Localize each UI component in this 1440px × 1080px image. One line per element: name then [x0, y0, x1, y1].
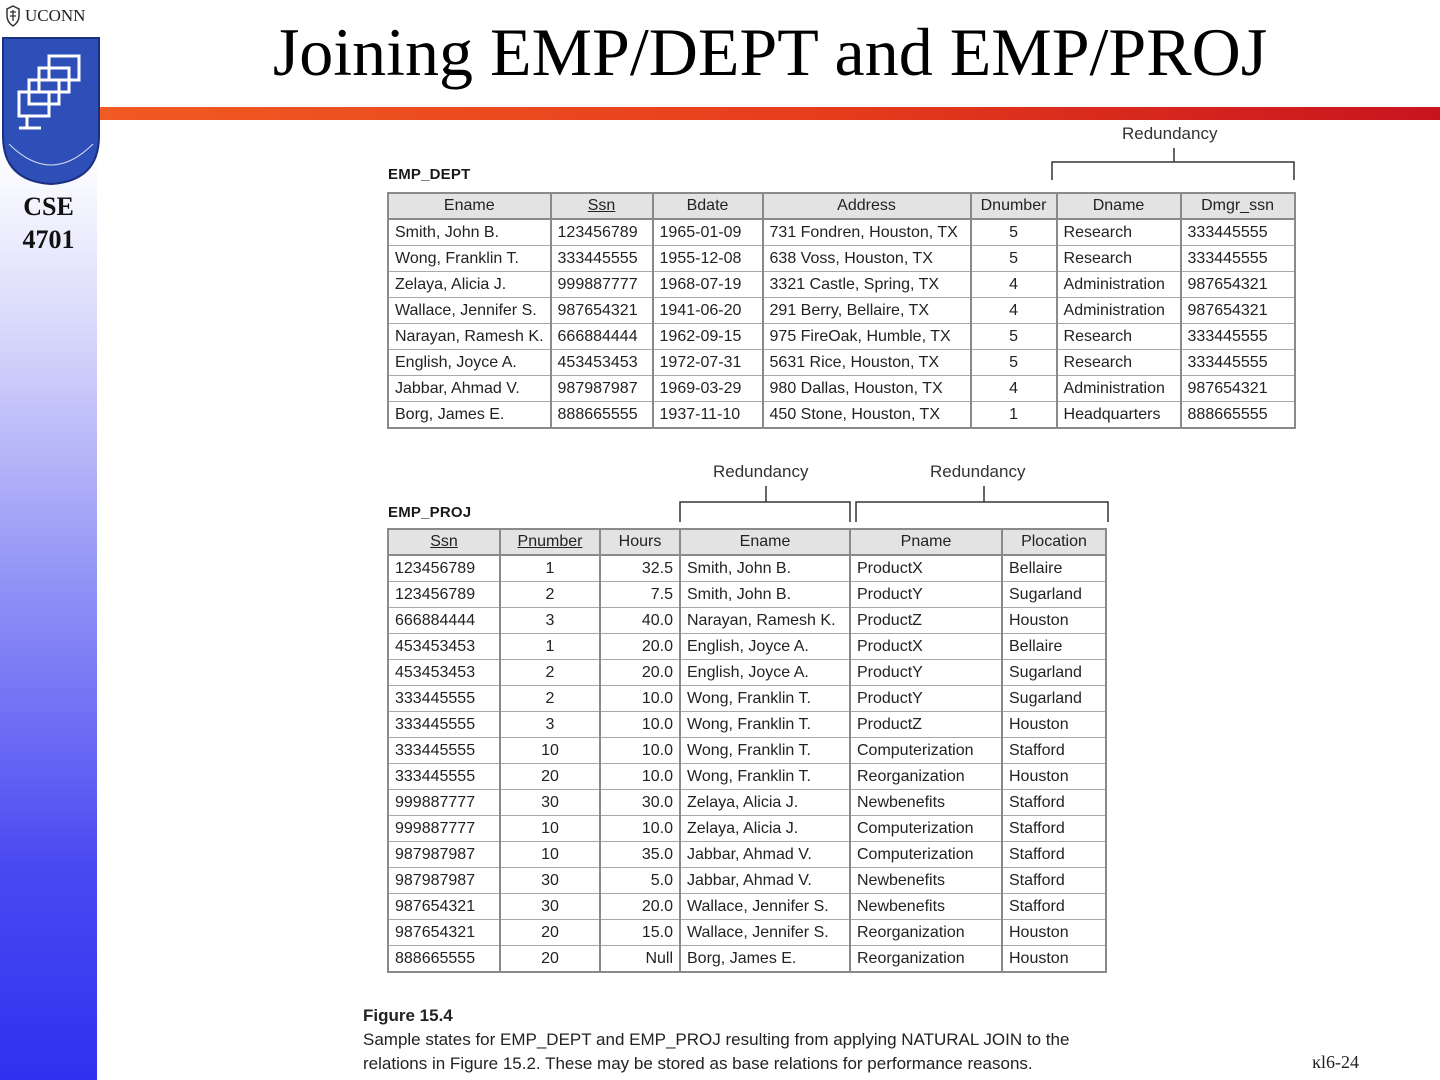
pname-cell: ProductZ: [850, 712, 1002, 738]
pnumber-cell: 30: [500, 790, 600, 816]
emp-proj-col-ename: Ename: [680, 529, 850, 555]
uconn-wordmark: UCONN: [25, 6, 86, 25]
plocation-cell: Stafford: [1002, 790, 1106, 816]
emp-proj-col-ssn: Ssn: [388, 529, 500, 555]
dmgr-ssn-cell: 987654321: [1181, 298, 1295, 324]
ssn-cell: 987987987: [388, 868, 500, 894]
ename-cell: Zelaya, Alicia J.: [680, 790, 850, 816]
emp-dept-redundancy-bracket: [1050, 146, 1296, 182]
ssn-cell: 453453453: [388, 634, 500, 660]
table-row: [388, 790, 1106, 816]
emp-dept-col-bdate: Bdate: [653, 193, 763, 219]
bdate-cell: 1969-03-29: [653, 376, 763, 402]
dmgr-ssn-cell: 333445555: [1181, 219, 1295, 246]
ssn-cell: 333445555: [388, 764, 500, 790]
emp-proj-col-plocation: Plocation: [1002, 529, 1106, 555]
hours-cell: 10.0: [600, 738, 680, 764]
hours-cell: Null: [600, 946, 680, 973]
address-cell: 975 FireOak, Humble, TX: [763, 324, 971, 350]
uconn-logo: [4, 4, 85, 28]
plocation-cell: Stafford: [1002, 842, 1106, 868]
ssn-cell: 999887777: [388, 790, 500, 816]
emp-dept-col-address: Address: [763, 193, 971, 219]
course-code-line2: 4701: [22, 225, 75, 254]
pnumber-cell: 1: [500, 634, 600, 660]
dmgr-ssn-cell: 987654321: [1181, 272, 1295, 298]
pname-cell: Computerization: [850, 738, 1002, 764]
course-code-line1: CSE: [23, 192, 74, 221]
figure-title: Figure 15.4: [363, 1006, 453, 1025]
pnumber-cell: 10: [500, 738, 600, 764]
uconn-crest-icon: [4, 5, 22, 27]
emp-proj-table: [387, 528, 1107, 973]
ssn-cell: 888665555: [551, 402, 653, 429]
address-cell: 5631 Rice, Houston, TX: [763, 350, 971, 376]
emp-dept-label: EMP_DEPT: [388, 166, 471, 183]
address-cell: 731 Fondren, Houston, TX: [763, 219, 971, 246]
plocation-cell: Houston: [1002, 946, 1106, 973]
pname-cell: ProductX: [850, 634, 1002, 660]
ssn-cell: 333445555: [388, 686, 500, 712]
figure-caption-line2: relations in Figure 15.2. These may be stored as base relations for performance reasons.: [363, 1054, 1033, 1073]
hours-cell: 35.0: [600, 842, 680, 868]
ename-cell: Narayan, Ramesh K.: [388, 324, 551, 350]
ename-cell: Wallace, Jennifer S.: [680, 894, 850, 920]
dname-cell: Administration: [1057, 272, 1181, 298]
table-row: [388, 219, 1295, 246]
hours-cell: 7.5: [600, 582, 680, 608]
table-row: [388, 402, 1295, 429]
bdate-cell: 1965-01-09: [653, 219, 763, 246]
dnumber-cell: 5: [971, 219, 1057, 246]
figure-caption-line1: Sample states for EMP_DEPT and EMP_PROJ resulting from applying NATURAL JOIN to the: [363, 1030, 1070, 1049]
emp-dept-col-dname: Dname: [1057, 193, 1181, 219]
ename-cell: Narayan, Ramesh K.: [680, 608, 850, 634]
dnumber-cell: 1: [971, 402, 1057, 429]
ename-cell: Wallace, Jennifer S.: [388, 298, 551, 324]
dname-cell: Administration: [1057, 298, 1181, 324]
hours-cell: 10.0: [600, 712, 680, 738]
pnumber-cell: 10: [500, 816, 600, 842]
plocation-cell: Stafford: [1002, 868, 1106, 894]
table-row: [388, 712, 1106, 738]
pname-cell: Newbenefits: [850, 894, 1002, 920]
plocation-cell: Stafford: [1002, 894, 1106, 920]
pnumber-cell: 3: [500, 608, 600, 634]
table-row: [388, 764, 1106, 790]
emp-dept-col-ename: Ename: [388, 193, 551, 219]
dmgr-ssn-cell: 333445555: [1181, 350, 1295, 376]
bdate-cell: 1962-09-15: [653, 324, 763, 350]
address-cell: 638 Voss, Houston, TX: [763, 246, 971, 272]
table-row: [388, 920, 1106, 946]
ename-cell: Zelaya, Alicia J.: [680, 816, 850, 842]
ename-cell: Borg, James E.: [388, 402, 551, 429]
emp-proj-redundancy-label-1: Redundancy: [713, 462, 809, 481]
pname-cell: Newbenefits: [850, 790, 1002, 816]
table-row: [388, 842, 1106, 868]
hours-cell: 15.0: [600, 920, 680, 946]
hours-cell: 40.0: [600, 608, 680, 634]
ssn-cell: 987987987: [551, 376, 653, 402]
dmgr-ssn-cell: 333445555: [1181, 324, 1295, 350]
emp-proj-col-pname: Pname: [850, 529, 1002, 555]
pname-cell: ProductY: [850, 686, 1002, 712]
plocation-cell: Houston: [1002, 920, 1106, 946]
ename-cell: Wong, Franklin T.: [680, 764, 850, 790]
emp-proj-col-pnumber: Pnumber: [500, 529, 600, 555]
dnumber-cell: 5: [971, 246, 1057, 272]
table-row: [388, 816, 1106, 842]
pnumber-cell: 3: [500, 712, 600, 738]
dname-cell: Research: [1057, 219, 1181, 246]
plocation-cell: Bellaire: [1002, 555, 1106, 582]
plocation-cell: Sugarland: [1002, 686, 1106, 712]
bdate-cell: 1972-07-31: [653, 350, 763, 376]
pname-cell: Reorganization: [850, 946, 1002, 973]
plocation-cell: Sugarland: [1002, 582, 1106, 608]
pname-cell: ProductY: [850, 582, 1002, 608]
ename-cell: Smith, John B.: [388, 219, 551, 246]
pnumber-cell: 10: [500, 842, 600, 868]
table-row: [388, 660, 1106, 686]
table-row: [388, 894, 1106, 920]
emp-dept-header-row: [388, 193, 1295, 219]
ssn-cell: 888665555: [388, 946, 500, 973]
dnumber-cell: 4: [971, 298, 1057, 324]
dnumber-cell: 5: [971, 324, 1057, 350]
ssn-cell: 123456789: [551, 219, 653, 246]
dname-cell: Headquarters: [1057, 402, 1181, 429]
table-row: [388, 946, 1106, 973]
ssn-cell: 987654321: [388, 920, 500, 946]
ssn-cell: 999887777: [551, 272, 653, 298]
table-row: [388, 634, 1106, 660]
pnumber-cell: 30: [500, 894, 600, 920]
ssn-cell: 333445555: [388, 712, 500, 738]
table-row: [388, 376, 1295, 402]
pname-cell: ProductX: [850, 555, 1002, 582]
dmgr-ssn-cell: 888665555: [1181, 402, 1295, 429]
ename-cell: Smith, John B.: [680, 582, 850, 608]
pnumber-cell: 30: [500, 868, 600, 894]
table-row: [388, 868, 1106, 894]
pnumber-cell: 20: [500, 764, 600, 790]
pnumber-cell: 20: [500, 946, 600, 973]
ssn-cell: 453453453: [388, 660, 500, 686]
ename-cell: Smith, John B.: [680, 555, 850, 582]
ename-cell: Wong, Franklin T.: [680, 712, 850, 738]
table-row: [388, 272, 1295, 298]
plocation-cell: Houston: [1002, 712, 1106, 738]
slide-number: ĸl6-24: [1312, 1052, 1359, 1072]
ename-cell: Jabbar, Ahmad V.: [680, 868, 850, 894]
hours-cell: 32.5: [600, 555, 680, 582]
course-code: [0, 190, 97, 256]
pname-cell: ProductY: [850, 660, 1002, 686]
hours-cell: 20.0: [600, 634, 680, 660]
address-cell: 450 Stone, Houston, TX: [763, 402, 971, 429]
ename-cell: English, Joyce A.: [680, 634, 850, 660]
ssn-cell: 333445555: [551, 246, 653, 272]
plocation-cell: Stafford: [1002, 816, 1106, 842]
plocation-cell: Bellaire: [1002, 634, 1106, 660]
ssn-cell: 453453453: [551, 350, 653, 376]
ssn-cell: 666884444: [388, 608, 500, 634]
address-cell: 291 Berry, Bellaire, TX: [763, 298, 971, 324]
emp-proj-col-hours: Hours: [600, 529, 680, 555]
dname-cell: Research: [1057, 246, 1181, 272]
dname-cell: Research: [1057, 324, 1181, 350]
emp-proj-label: EMP_PROJ: [388, 504, 472, 521]
address-cell: 980 Dallas, Houston, TX: [763, 376, 971, 402]
pnumber-cell: 2: [500, 686, 600, 712]
plocation-cell: Stafford: [1002, 738, 1106, 764]
emp-proj-header-row: [388, 529, 1106, 555]
ename-cell: Jabbar, Ahmad V.: [388, 376, 551, 402]
ssn-cell: 987654321: [551, 298, 653, 324]
cse-seal-icon: [1, 36, 101, 186]
hours-cell: 20.0: [600, 660, 680, 686]
hours-cell: 10.0: [600, 686, 680, 712]
emp-proj-redundancy-label-2: Redundancy: [930, 462, 1026, 481]
dname-cell: Research: [1057, 350, 1181, 376]
hours-cell: 5.0: [600, 868, 680, 894]
ename-cell: Zelaya, Alicia J.: [388, 272, 551, 298]
ename-cell: English, Joyce A.: [680, 660, 850, 686]
ssn-cell: 666884444: [551, 324, 653, 350]
table-row: [388, 608, 1106, 634]
ssn-cell: 999887777: [388, 816, 500, 842]
ename-cell: Wong, Franklin T.: [680, 686, 850, 712]
pname-cell: Reorganization: [850, 764, 1002, 790]
hours-cell: 10.0: [600, 764, 680, 790]
table-row: [388, 555, 1106, 582]
emp-proj-redundancy-brackets: [678, 484, 1112, 524]
dnumber-cell: 4: [971, 376, 1057, 402]
ename-cell: Wong, Franklin T.: [680, 738, 850, 764]
ename-cell: Borg, James E.: [680, 946, 850, 973]
emp-dept-table: [387, 192, 1296, 429]
emp-dept-col-dnumber: Dnumber: [971, 193, 1057, 219]
plocation-cell: Houston: [1002, 608, 1106, 634]
table-row: [388, 246, 1295, 272]
bdate-cell: 1941-06-20: [653, 298, 763, 324]
pname-cell: Newbenefits: [850, 868, 1002, 894]
plocation-cell: Houston: [1002, 764, 1106, 790]
table-row: [388, 582, 1106, 608]
plocation-cell: Sugarland: [1002, 660, 1106, 686]
bdate-cell: 1955-12-08: [653, 246, 763, 272]
hours-cell: 10.0: [600, 816, 680, 842]
hours-cell: 20.0: [600, 894, 680, 920]
table-row: [388, 298, 1295, 324]
bdate-cell: 1968-07-19: [653, 272, 763, 298]
slide-title: Joining EMP/DEPT and EMP/PROJ: [272, 14, 1268, 90]
figure-caption: [363, 1004, 1263, 1076]
title-divider: [100, 107, 1440, 120]
pnumber-cell: 2: [500, 582, 600, 608]
ssn-cell: 123456789: [388, 582, 500, 608]
ename-cell: Wong, Franklin T.: [388, 246, 551, 272]
ssn-cell: 333445555: [388, 738, 500, 764]
table-row: [388, 686, 1106, 712]
ssn-cell: 987987987: [388, 842, 500, 868]
hours-cell: 30.0: [600, 790, 680, 816]
dmgr-ssn-cell: 333445555: [1181, 246, 1295, 272]
emp-dept-redundancy-label: Redundancy: [1122, 124, 1218, 143]
emp-dept-col-ssn: Ssn: [551, 193, 653, 219]
pname-cell: Computerization: [850, 816, 1002, 842]
pname-cell: Computerization: [850, 842, 1002, 868]
bdate-cell: 1937-11-10: [653, 402, 763, 429]
table-row: [388, 350, 1295, 376]
dnumber-cell: 5: [971, 350, 1057, 376]
pnumber-cell: 1: [500, 555, 600, 582]
ssn-cell: 123456789: [388, 555, 500, 582]
ename-cell: Wallace, Jennifer S.: [680, 920, 850, 946]
pname-cell: Reorganization: [850, 920, 1002, 946]
table-row: [388, 738, 1106, 764]
ename-cell: Jabbar, Ahmad V.: [680, 842, 850, 868]
dname-cell: Administration: [1057, 376, 1181, 402]
dmgr-ssn-cell: 987654321: [1181, 376, 1295, 402]
address-cell: 3321 Castle, Spring, TX: [763, 272, 971, 298]
pnumber-cell: 2: [500, 660, 600, 686]
pname-cell: ProductZ: [850, 608, 1002, 634]
pnumber-cell: 20: [500, 920, 600, 946]
table-row: [388, 324, 1295, 350]
ssn-cell: 987654321: [388, 894, 500, 920]
emp-dept-col-dmgr-ssn: Dmgr_ssn: [1181, 193, 1295, 219]
ename-cell: English, Joyce A.: [388, 350, 551, 376]
dnumber-cell: 4: [971, 272, 1057, 298]
